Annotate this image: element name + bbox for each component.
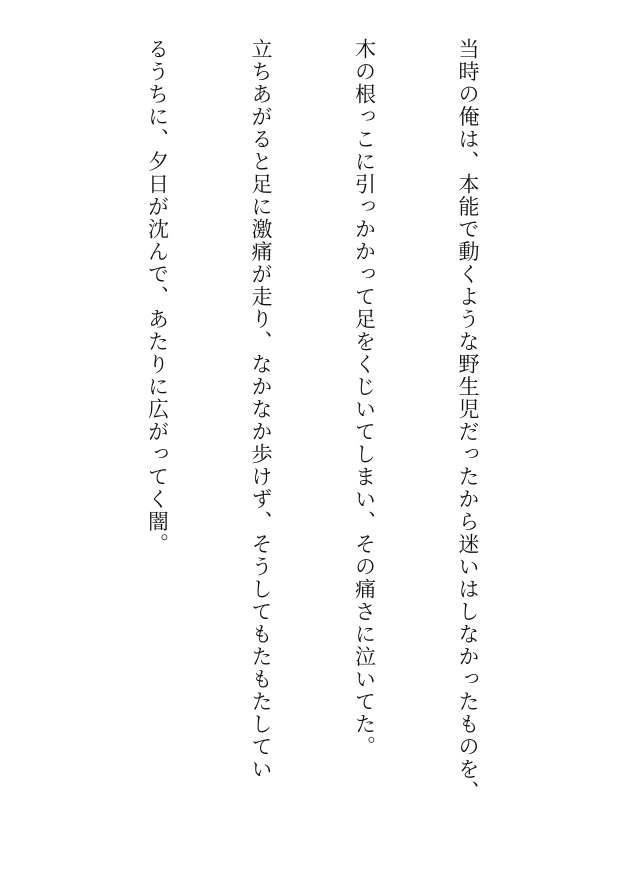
text-line: 当時の俺は、本能で動くような野生児だったから迷いはしなかったものを、 [456,38,480,803]
text-line: 木の根っこに引っかかって足をくじいてしまい、その痛さに泣いてた。 [352,38,377,758]
vertical-text-body [0,38,554,838]
text-line: 立ちあがると足に激痛が走り、なかなか歩けず、そうしてもたもたしてい [249,38,273,781]
text-line: るうちに、夕日が沈んで、あたりに広がってく闇。 [145,38,170,556]
paragraph-gap [37,38,72,838]
